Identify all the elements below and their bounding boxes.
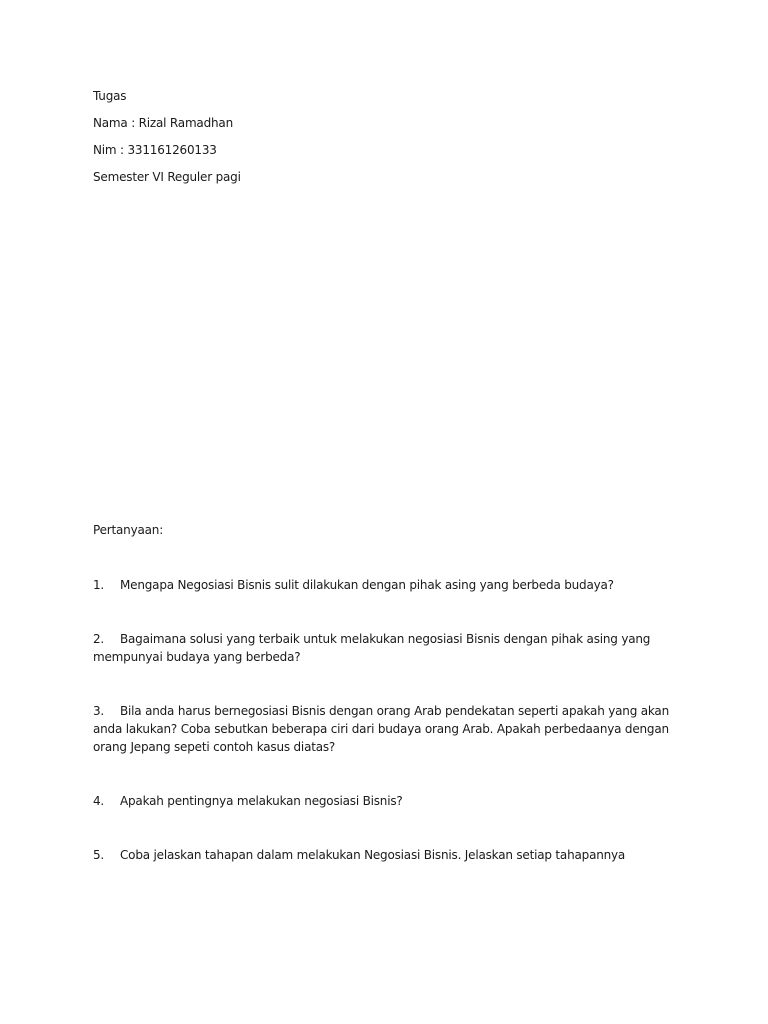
question-text: Bila anda harus bernegosiasi Bisnis dengan orang Arab pendekatan seperti apakah yang akan [120, 704, 669, 718]
semester-info: Semester VI Reguler pagi [93, 170, 241, 184]
question-number: 2. [93, 632, 105, 646]
question-text-continued: orang Jepang sepeti contoh kasus diatas? [93, 740, 336, 754]
question-number: 4. [93, 794, 105, 808]
question-text: Apakah pentingnya melakukan negosiasi Bisnis? [120, 794, 403, 808]
questions-heading: Pertanyaan: [93, 523, 164, 537]
question-number: 5. [93, 848, 105, 862]
question-3 [93, 702, 673, 756]
student-nim: Nim : 331161260133 [93, 143, 217, 157]
question-text-continued: mempunyai budaya yang berbeda? [93, 650, 301, 664]
question-text: Bagaimana solusi yang terbaik untuk melakukan negosiasi Bisnis dengan pihak asing yang [120, 632, 651, 646]
question-number: 1. [93, 578, 105, 592]
question-text: Mengapa Negosiasi Bisnis sulit dilakukan dengan pihak asing yang berbeda budaya? [120, 578, 614, 592]
question-5 [93, 846, 673, 864]
question-4 [93, 792, 673, 810]
document-title: Tugas [93, 89, 127, 103]
question-2 [93, 630, 673, 666]
question-1 [93, 576, 673, 594]
question-text-continued: anda lakukan? Coba sebutkan beberapa ciri dari budaya orang Arab. Apakah perbedaanya dengan [93, 722, 669, 736]
question-text: Coba jelaskan tahapan dalam melakukan Negosiasi Bisnis. Jelaskan setiap tahapannya [120, 848, 626, 862]
student-name: Nama : Rizal Ramadhan [93, 116, 233, 130]
question-number: 3. [93, 704, 105, 718]
